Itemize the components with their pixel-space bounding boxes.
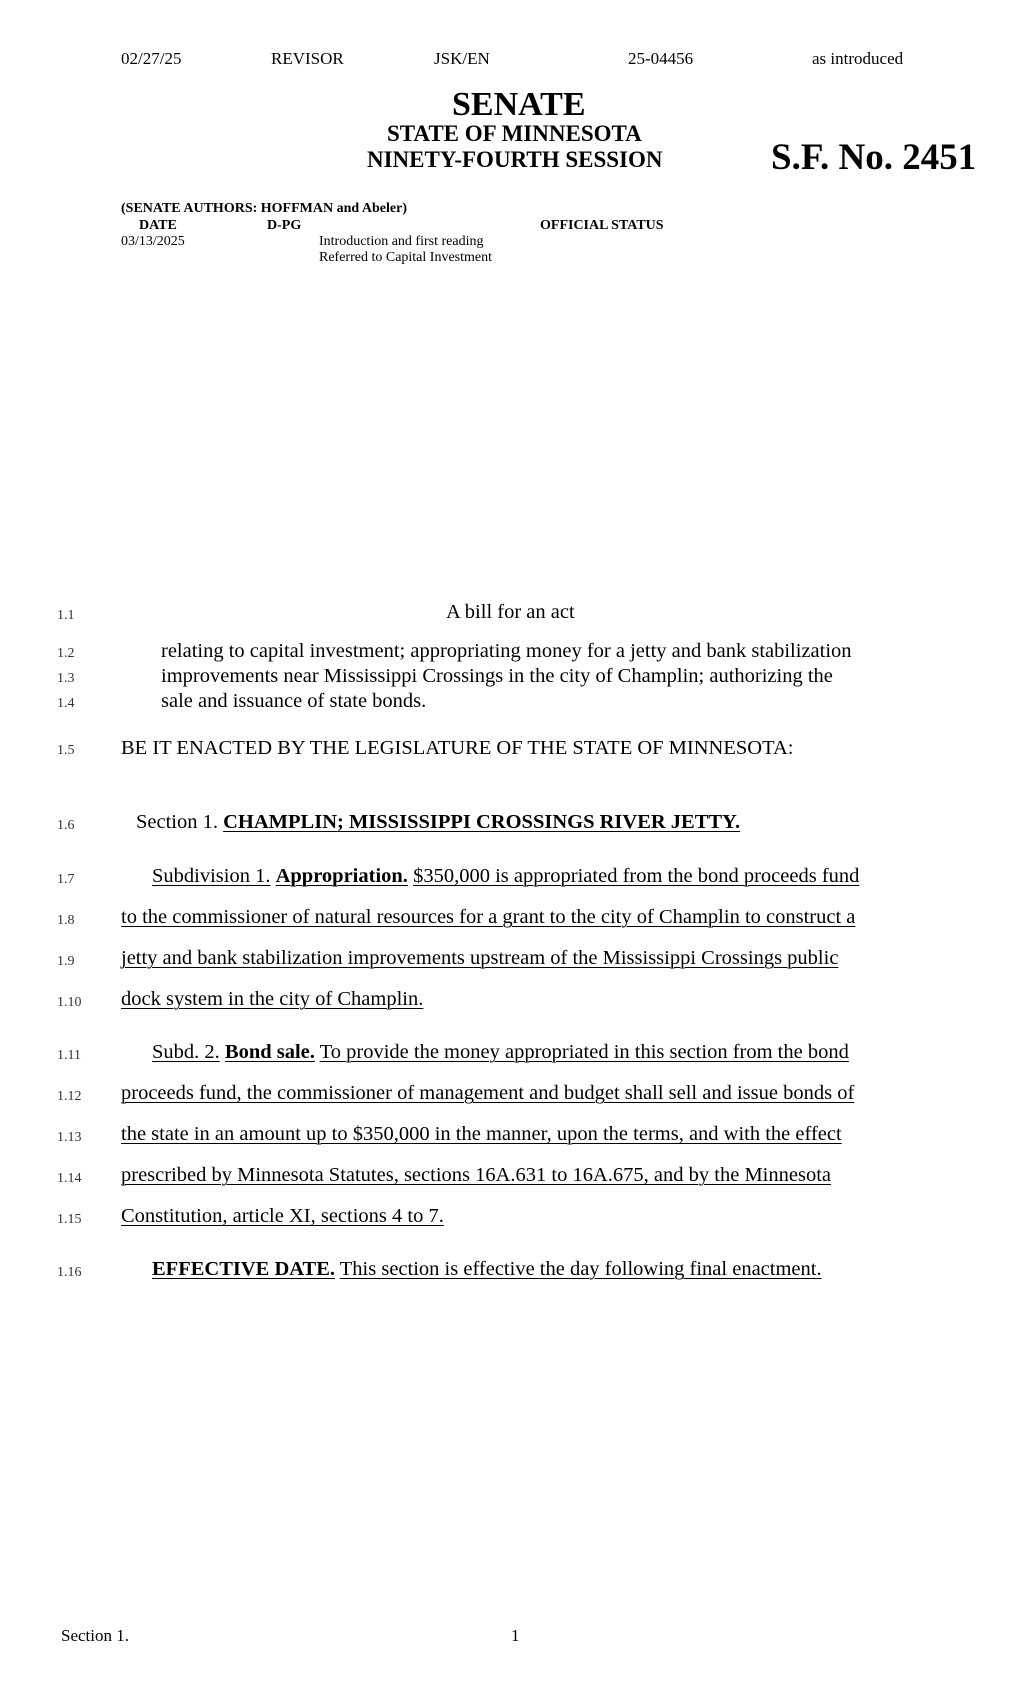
section-label: Section 1. — [136, 811, 218, 833]
line-number: 1.8 — [57, 913, 75, 928]
status-row-action-2: Referred to Capital Investment — [319, 250, 492, 265]
line-number: 1.13 — [57, 1130, 82, 1145]
subd2-text-line: To provide the money appropriated in this section from the bond — [319, 1041, 849, 1063]
line-number: 1.5 — [57, 743, 75, 758]
header-doc-number: 25-04456 — [628, 49, 694, 68]
effective-heading: EFFECTIVE DATE. — [152, 1258, 336, 1280]
subd1-text: to the commissioner of natural resources for a grant to the city of Champlin to construct a — [121, 906, 856, 928]
subd1-text-line — [121, 947, 838, 970]
line-number: 1.7 — [57, 872, 75, 887]
line-number: 1.3 — [57, 671, 75, 686]
footer-section: Section 1. — [61, 1626, 129, 1645]
line-number: 1.10 — [57, 995, 82, 1010]
subd2-text-line — [121, 1123, 842, 1146]
effective-date — [152, 1258, 822, 1281]
subd1-text-line — [121, 988, 423, 1011]
status-col-official: OFFICIAL STATUS — [540, 218, 664, 233]
bill-number: S.F. No. 2451 — [771, 137, 977, 178]
section-title: CHAMPLIN; MISSISSIPPI CROSSINGS RIVER JETTY. — [223, 811, 741, 833]
status-col-date: DATE — [139, 218, 177, 233]
session-title: NINETY-FOURTH SESSION — [367, 147, 663, 172]
authors: (SENATE AUTHORS: HOFFMAN and Abeler) — [121, 201, 407, 216]
subdivision-1-first-line — [152, 865, 859, 888]
subd2-text: the state in an amount up to $350,000 in the manner, upon the terms, and with the effect — [121, 1123, 842, 1145]
bill-description-line: relating to capital investment; appropriating money for a jetty and bank stabilization — [161, 640, 852, 662]
line-number: 1.2 — [57, 646, 75, 661]
subdivision-2-first-line — [152, 1041, 849, 1064]
subd2-heading: Bond sale. — [224, 1041, 315, 1063]
status-row-action-1: Introduction and first reading — [319, 234, 484, 249]
subd2-text: proceeds fund, the commissioner of management and budget shall sell and issue bonds of — [121, 1082, 855, 1104]
header-status: as introduced — [812, 49, 904, 68]
subd1-text: jetty and bank stabilization improvements upstream of the Mississippi Crossings public — [121, 947, 839, 969]
subd1-heading: Appropriation. — [275, 865, 408, 887]
subd1-text-line — [121, 906, 855, 929]
subd2-text-line — [121, 1205, 444, 1228]
section-heading — [136, 811, 740, 834]
line-number: 1.4 — [57, 696, 75, 711]
chamber-title: SENATE — [452, 86, 586, 123]
line-number: 1.15 — [57, 1212, 82, 1227]
bill-title: A bill for an act — [446, 601, 575, 623]
subd1-label: Subdivision 1. — [152, 865, 271, 887]
subd2-text: prescribed by Minnesota Statutes, sections 16A.631 to 16A.675, and by the Minnesota — [121, 1164, 831, 1186]
line-number: 1.6 — [57, 818, 75, 833]
header-date: 02/27/25 — [121, 49, 182, 68]
bill-description-line: improvements near Mississippi Crossings in the city of Champlin; authorizing the — [161, 665, 833, 687]
header-revisor: REVISOR — [271, 49, 344, 68]
status-row-date: 03/13/2025 — [121, 234, 185, 249]
line-number: 1.16 — [57, 1265, 82, 1280]
state-title: STATE OF MINNESOTA — [387, 121, 642, 146]
subd1-text: dock system in the city of Champlin. — [121, 988, 424, 1010]
subd1-text-line: $350,000 is appropriated from the bond proceeds fund — [413, 865, 860, 887]
footer-page-number: 1 — [511, 1626, 520, 1645]
header-initials: JSK/EN — [434, 49, 490, 68]
line-number: 1.11 — [57, 1048, 81, 1063]
effective-text: This section is effective the day following final enactment. — [339, 1258, 822, 1280]
subd2-text-line — [121, 1164, 831, 1187]
line-number: 1.14 — [57, 1171, 82, 1186]
subd2-text-line — [121, 1082, 854, 1105]
subd2-label: Subd. 2. — [152, 1041, 220, 1063]
subd2-text: Constitution, article XI, sections 4 to 7. — [121, 1205, 444, 1227]
line-number: 1.1 — [57, 608, 75, 623]
line-number: 1.9 — [57, 954, 75, 969]
status-col-dpg: D-PG — [267, 218, 302, 233]
bill-description-line: sale and issuance of state bonds. — [161, 690, 427, 712]
enacting-clause: BE IT ENACTED BY THE LEGISLATURE OF THE STATE OF MINNESOTA: — [121, 737, 794, 759]
line-number: 1.12 — [57, 1089, 82, 1104]
